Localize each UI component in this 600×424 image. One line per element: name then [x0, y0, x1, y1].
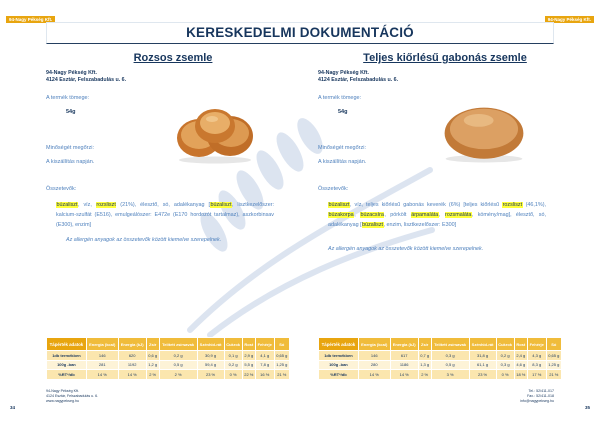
allergen-note: Az allergén anyagok az összetevők között kiemelve szerepelnek. — [66, 237, 222, 243]
shelf-life-value: A kiszállítás napján. — [318, 159, 367, 165]
company-info — [318, 70, 572, 84]
allergen-highlight: búzaliszt — [328, 202, 350, 208]
allergen-highlight: búzakorpa — [328, 211, 354, 218]
table-row: 1db termékben 146 620 0,6 g 0,2 g 30,9 g 0,1 g 2,9 g 4,1 g 0,65 g — [47, 351, 290, 361]
allergen-highlight: rozsliszt — [96, 202, 116, 208]
left-page — [46, 52, 300, 382]
allergen-highlight: búzaliszt — [210, 202, 232, 208]
nutrition-table — [46, 337, 290, 380]
table-row: 100g -ban 280 1186 1,3 g 0,5 g 61,1 g 0,3 g 4,6 g 8,3 g 1,25 g — [319, 360, 562, 370]
bread-roll-image — [174, 102, 256, 164]
corner-label-left: 94-Nagy Pékség Kft. — [6, 16, 55, 23]
allergen-highlight: rozsliszt — [502, 202, 523, 208]
table-row: %RT*/db 14 % 14 % 2 % 2 % 23 % 0 % 22 % 16 % 21 % — [47, 370, 290, 380]
allergen-highlight: árpamaláta — [411, 211, 439, 218]
allergen-highlight: búzacsíra — [360, 211, 384, 218]
nutrition-table — [318, 337, 562, 380]
header-title: KERESKEDELMI DOKUMENTÁCIÓ — [186, 25, 414, 40]
table-header-row: Tápérték adatok Energia (kcal) Energia (kJ) Zsír Telített zsírsavak Szénhid-rát Cukrok Rost Fehérje Só — [319, 338, 562, 351]
allergen-note: Az allergén anyagok az összetevők között kiemelve szerepelnek. — [328, 246, 484, 252]
ingredients-label: Összetevők: — [46, 186, 77, 192]
weight-label: A termék tömege: — [46, 95, 90, 101]
weight-label: A termék tömege: — [318, 95, 362, 101]
ingredients-text: búzaliszt, víz, rozsliszt (21%), élesztő, só, adalékanyag [búzaliszt, lisztkezelőszer: kalcium-szulfát (E516), emulgeálószer: E472e (E170 hordozót tartalmaz), aszkorbinsav (E300), enzim] — [56, 202, 274, 228]
company-name: 94-Nagy Pékség Kft. — [318, 70, 369, 76]
allergen-highlight: búzaliszt — [362, 221, 384, 228]
ingredients-label: Összetevők: — [318, 186, 349, 192]
weight-value: 54g — [66, 109, 76, 115]
table-header-row: Tápérték adatok Energia (kcal) Energia (kJ) Zsír Telített zsírsavak Szénhid-rát Cukrok Rost Fehérje Só — [47, 338, 290, 351]
shelf-life-label: Minőségét megőrzi: — [46, 145, 94, 151]
table-row: 100g -ban 281 1192 1,2 g 0,5 g 59,4 g 0,2 g 5,5 g 7,8 g 1,25 g — [47, 360, 290, 370]
allergen-highlight: búzaliszt — [56, 202, 78, 208]
page-number-right: 35 — [584, 405, 590, 410]
corner-label-right: 94-Nagy Pékség Kft. — [545, 16, 594, 23]
company-address: 4124 Esztár, Felszabadulás u. 6. — [318, 77, 399, 83]
product-title: Rozsos zsemle — [133, 52, 213, 64]
left-white-swoosh — [0, 0, 52, 424]
shelf-life-label: Minőségét megőrzi: — [318, 145, 366, 151]
footer-left: 94-Nagy Pékség Kft. 4124 Esztár, Felszabadulás u. 6. www.nagypekseg.hu — [46, 389, 99, 403]
page-number-left: 34 — [10, 405, 16, 410]
company-name: 94-Nagy Pékség Kft. — [46, 70, 97, 76]
allergen-highlight: rozsmaláta — [445, 211, 472, 218]
weight-value: 54g — [338, 109, 348, 115]
product-title: Teljes kiőrlésű gabonás zsemle — [363, 52, 527, 64]
table-row: %RT*/db 14 % 14 % 2 % 3 % 23 % 0 % 18 % 17 % 21 % — [319, 370, 562, 380]
company-address: 4124 Esztár, Felszabadulás u. 6. — [46, 77, 127, 83]
table-row: 1db termékben 146 617 0,7 g 0,3 g 31,8 g 0,2 g 2,4 g 4,3 g 0,65 g — [319, 351, 562, 361]
ingredients-text: búzaliszt, víz, teljes kiőrlésű gabonás keverék (6%) [teljes kiőrlésű rozsliszt (46,1%), búzakorpa, búzacsíra, pörkölt árpamaláta, rozsmaláta, kömény/mag], élesztő, só, adalékanyag [búzaliszt, enzim, lisztkezelőszer: E300] — [328, 202, 547, 228]
company-info — [46, 70, 300, 84]
document-header — [46, 22, 554, 44]
footer-right: Tel.: 52/411-017 Fax.: 52/411-018 info@nagypekseg.hu — [520, 389, 554, 403]
right-page — [318, 52, 572, 382]
whole-grain-roll-image — [440, 97, 528, 163]
shelf-life-value: A kiszállítás napján. — [46, 159, 95, 165]
